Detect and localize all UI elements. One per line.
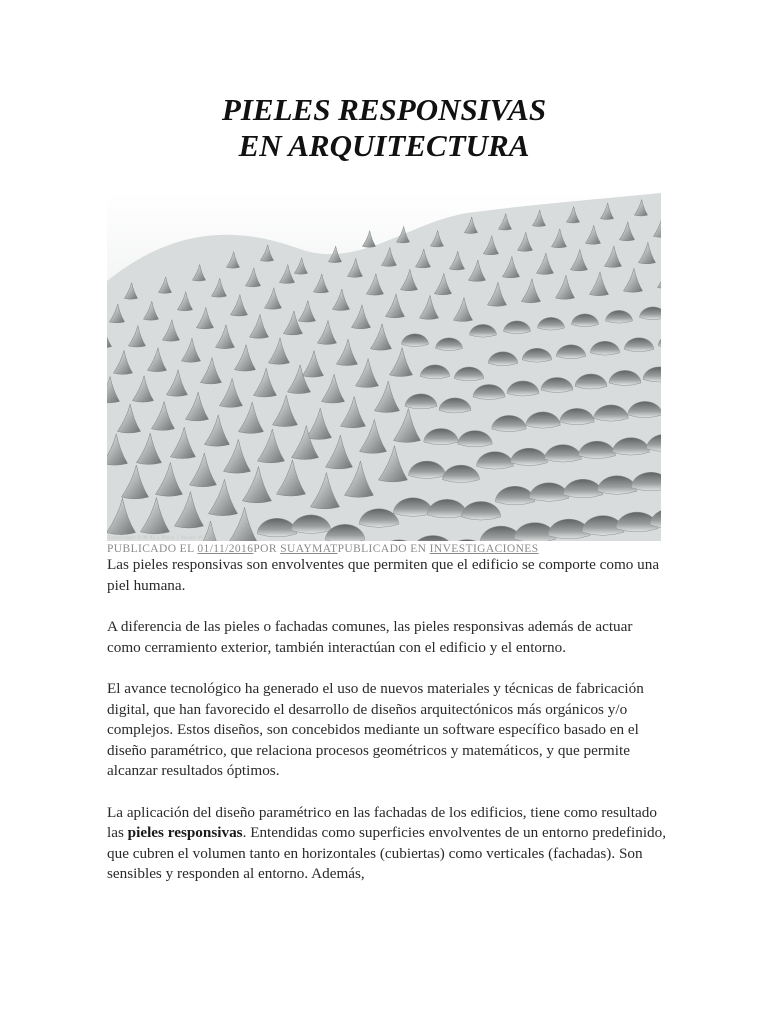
- published-prefix: PUBLICADO EL: [107, 543, 198, 555]
- paragraph-3: El avance tecnológico ha generado el uso de nuevos materiales y técnicas de fabricación digital, que han favorecido el desarrollo de diseños arquitectónicos más orgánicos y/o complejos. Estos diseños, son concebidos mediante un software específico basado en el diseño paramétrico, que relaciona procesos geométricos y matemáticos, y que permite alcanzar resultados óptimos.: [107, 680, 644, 779]
- paragraph-4-end: . Entendidas como superficies envolventes de un entorno predefinido, que cubren el volumen tanto en horizontales (cubiertas) como verticales (fachadas). Son sensibles y responden al entorno. Además,: [107, 824, 667, 882]
- post-date-link[interactable]: 01/11/2016: [197, 543, 254, 555]
- article-title: [0, 92, 768, 164]
- paragraph-4-bold: pieles responsivas: [127, 824, 243, 841]
- image-caption: Grasshopper 0.99 R3 | Rhino | Render V5.3: [109, 535, 208, 540]
- category-prefix: PUBLICADO EN: [337, 543, 430, 555]
- paragraph-4-start: La aplicación del diseño paramétrico en las fachadas de los edificios, tiene como resultado las: [107, 803, 657, 841]
- author-link[interactable]: SUAYMAT: [280, 543, 338, 555]
- author-prefix: POR: [253, 543, 281, 555]
- parametric-surface-render: [107, 193, 661, 541]
- paragraph-4: [107, 803, 667, 885]
- category-link[interactable]: INVESTIGACIONES: [429, 543, 539, 555]
- title-line-2: EN ARQUITECTURA: [238, 128, 530, 163]
- article-body: [107, 555, 667, 906]
- paragraph-2: A diferencia de las pieles o fachadas comunes, las pieles responsivas además de actuar como cerramiento exterior, también interactúan con el edificio y el entorno.: [107, 618, 633, 656]
- paragraph-1: Las pieles responsivas son envolventes que permiten que el edificio se comporte como una piel humana.: [107, 556, 660, 594]
- responsive-skin-image: [107, 193, 661, 541]
- title-line-1: PIELES RESPONSIVAS: [221, 92, 547, 127]
